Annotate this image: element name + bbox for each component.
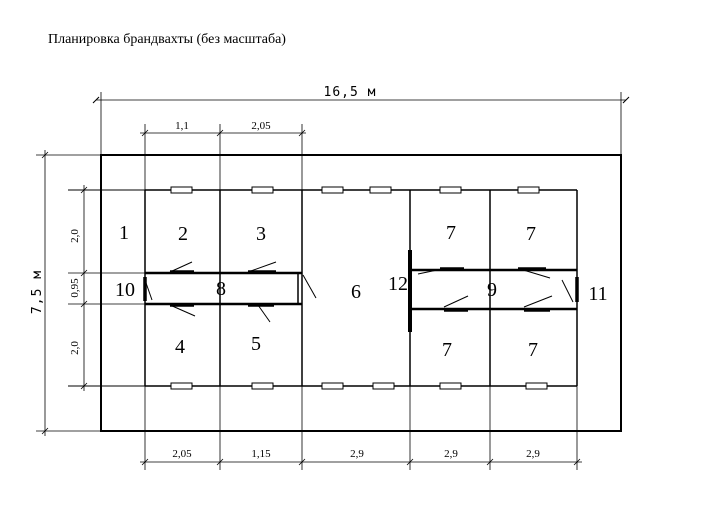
dim-left-1: 2,0 — [69, 229, 81, 243]
room-label-7c: 7 — [442, 339, 452, 361]
dim-overall-length: 16,5 м — [323, 85, 377, 100]
dim-bottom-5: 2,9 — [526, 448, 540, 460]
room-label-11: 11 — [588, 283, 608, 305]
room-label-6: 6 — [351, 281, 361, 303]
dim-overall-width: 7,5 м — [30, 269, 45, 315]
room-label-9: 9 — [487, 279, 497, 301]
room-label-8: 8 — [216, 278, 226, 300]
room-label-5: 5 — [251, 333, 261, 355]
dim-bottom-4: 2,9 — [444, 448, 458, 460]
room-label-4: 4 — [175, 336, 185, 358]
room-label-1: 1 — [119, 222, 129, 244]
room-label-12: 12 — [388, 273, 408, 295]
dim-bottom-2: 1,15 — [251, 448, 271, 460]
room-label-7d: 7 — [528, 339, 538, 361]
room-label-3: 3 — [256, 223, 266, 245]
dim-top-1: 1,1 — [175, 120, 189, 132]
dim-left-2: 0,95 — [69, 278, 81, 298]
dim-bottom-1: 2,05 — [172, 448, 192, 460]
doors — [145, 250, 577, 332]
room-label-2: 2 — [178, 223, 188, 245]
room-label-10: 10 — [115, 279, 135, 301]
page-title: Планировка брандвахты (без масштаба) — [48, 32, 286, 47]
dim-bottom-3: 2,9 — [350, 448, 364, 460]
room-label-7b: 7 — [526, 223, 536, 245]
room-label-7a: 7 — [446, 222, 456, 244]
dim-top-2: 2,05 — [251, 120, 271, 132]
hull-outline — [101, 155, 621, 431]
dim-left-3: 2,0 — [69, 341, 81, 355]
